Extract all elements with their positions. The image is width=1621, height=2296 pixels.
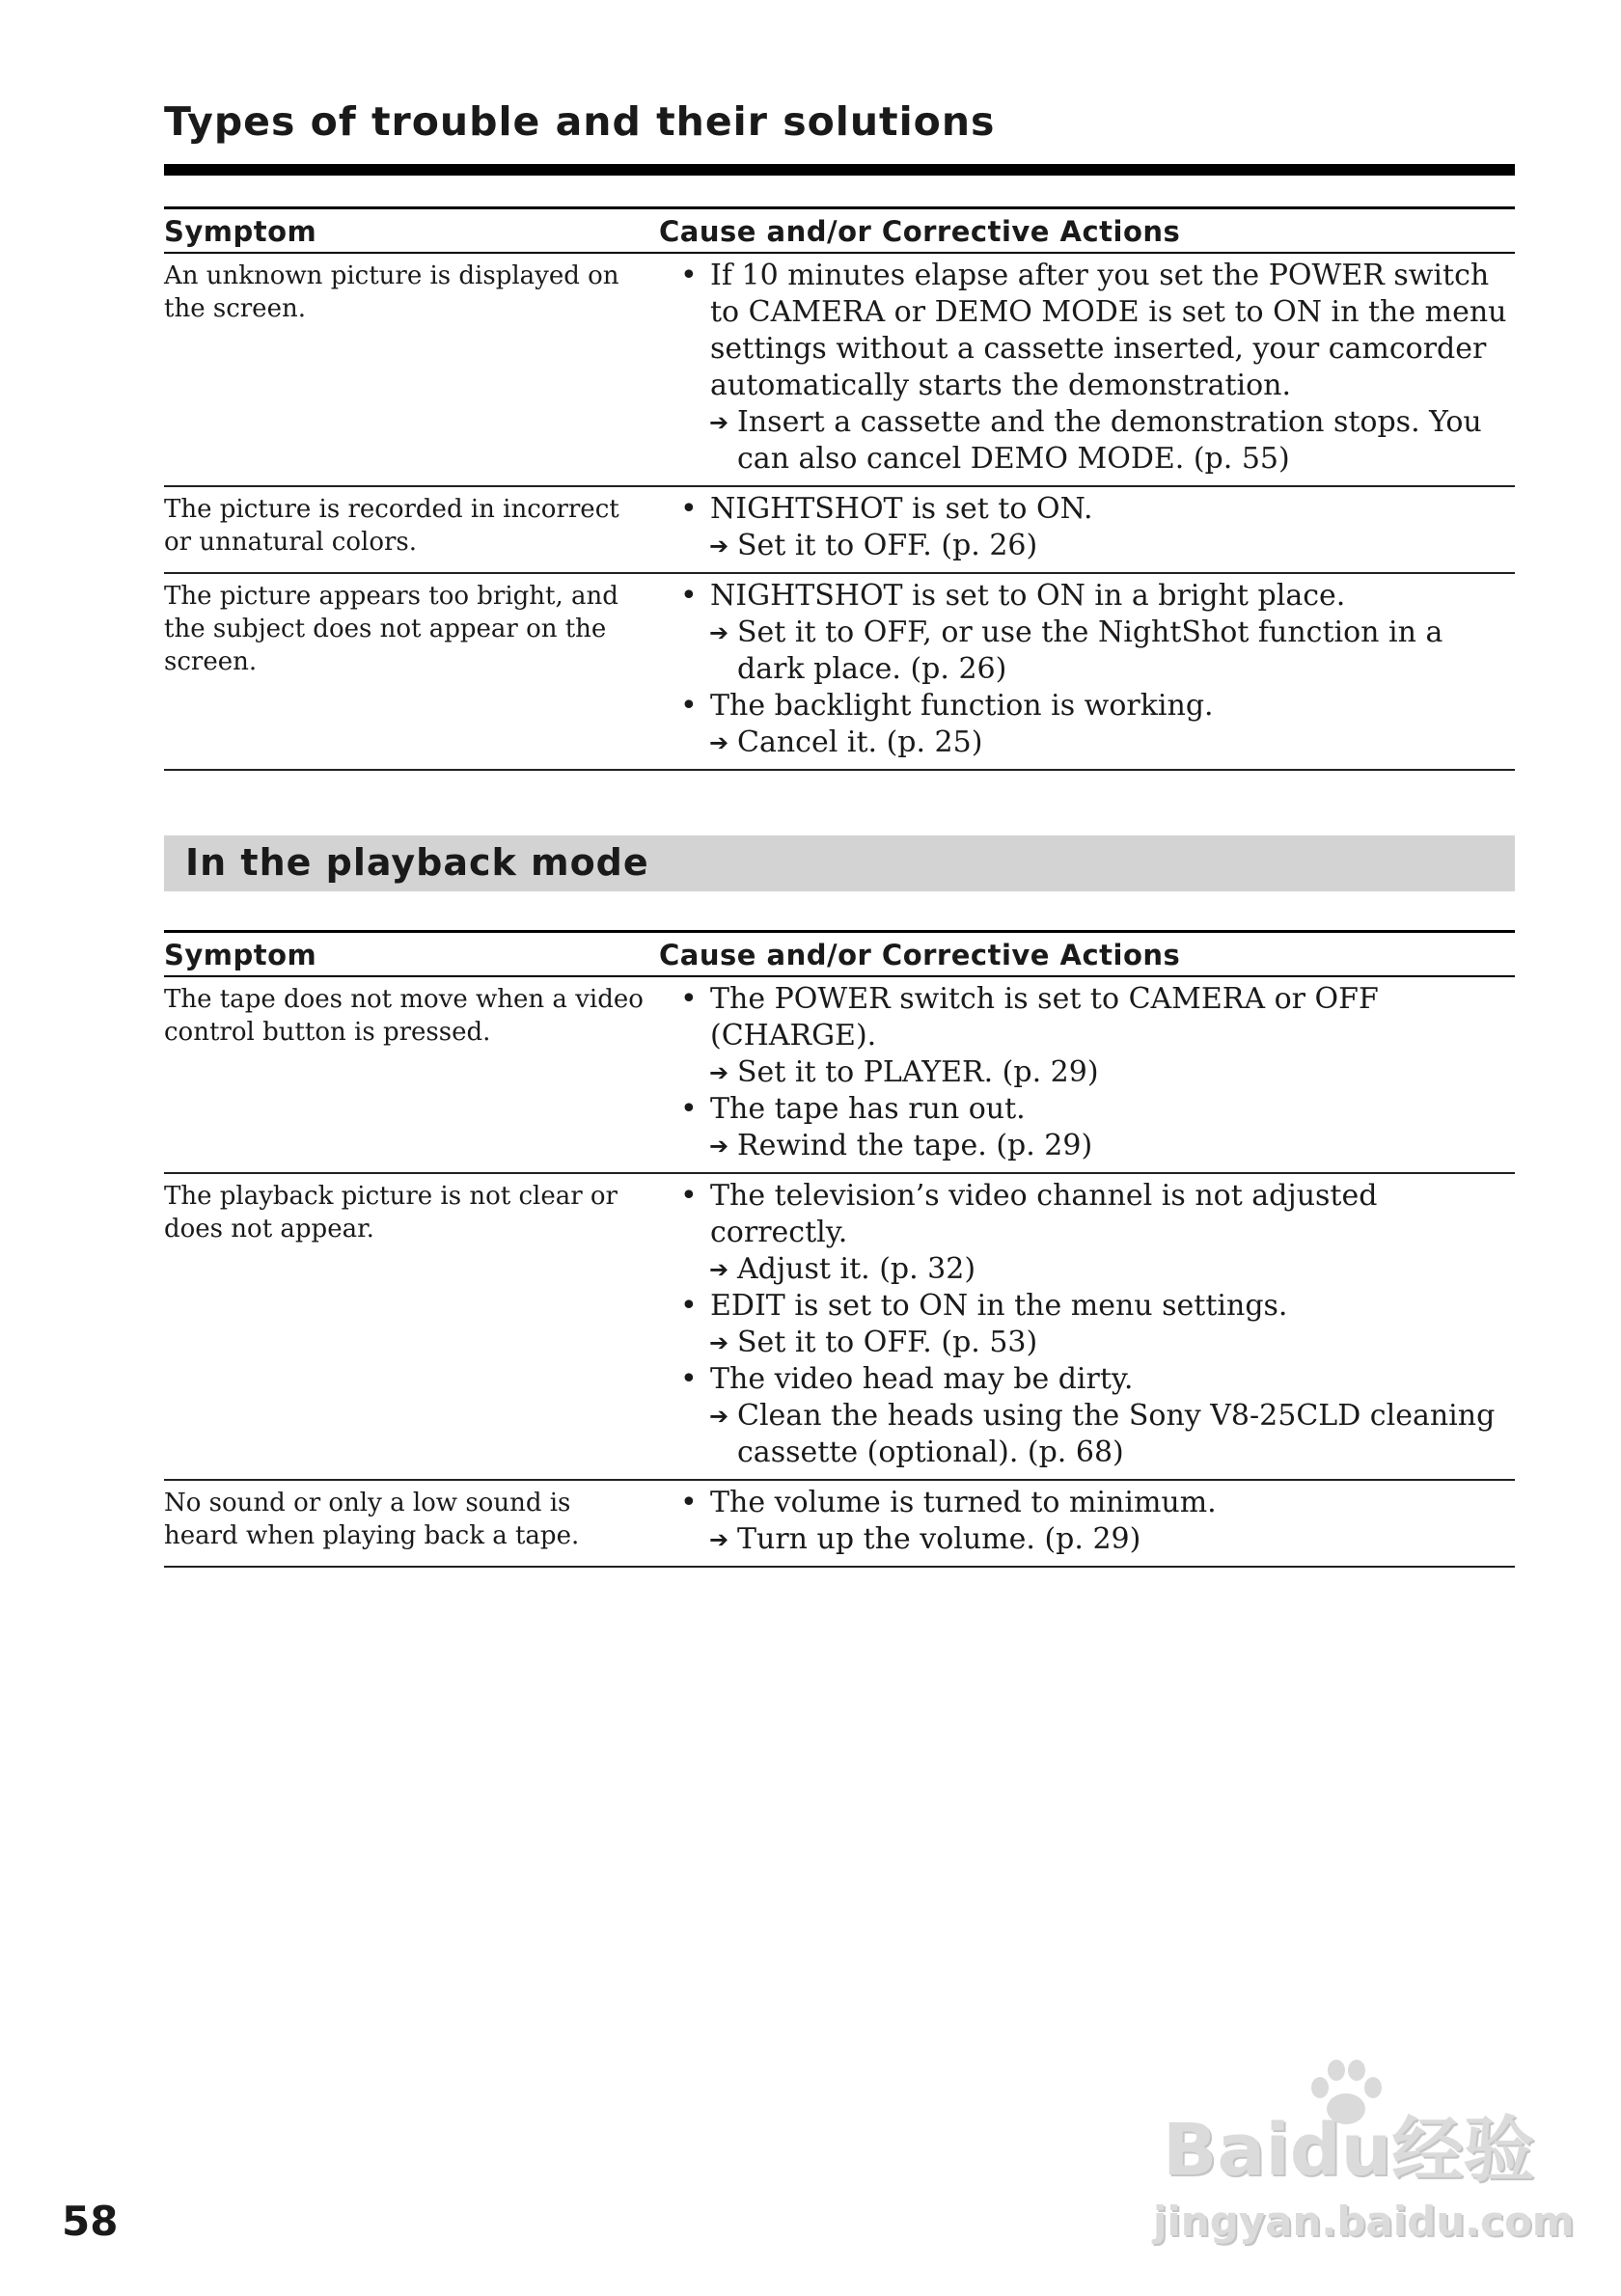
arrow-right-icon: ➔: [709, 1329, 729, 1356]
corrective-action: [659, 1398, 1515, 1471]
bullet-icon: •: [680, 579, 698, 613]
title-rule: [164, 164, 1515, 176]
symptom-cell: No sound or only a low sound is heard when playing back a tape.: [164, 1480, 659, 1567]
bullet-icon: •: [680, 259, 698, 292]
table-row: [164, 1480, 1515, 1567]
symptom-cell: An unknown picture is displayed on the screen.: [164, 253, 659, 486]
table-row: [164, 1173, 1515, 1480]
fix-text: Cancel it. (p. 25): [737, 725, 983, 759]
bullet-icon: •: [680, 1289, 698, 1323]
section-heading: In the playback mode: [185, 841, 649, 884]
actions-cell: [659, 1480, 1515, 1567]
cause-text: NIGHTSHOT is set to ON.: [710, 492, 1093, 526]
cause-text: The television’s video channel is not adjusted correctly.: [710, 1179, 1378, 1249]
cause-item: [659, 491, 1515, 528]
actions-cell: [659, 486, 1515, 573]
page-number: 58: [62, 2198, 119, 2245]
cause-text: The volume is turned to minimum.: [710, 1486, 1217, 1519]
bullet-icon: •: [680, 689, 698, 723]
fix-text: Insert a cassette and the demonstration stops. You can also cancel DEMO MODE. (p. 55): [737, 405, 1482, 476]
arrow-right-icon: ➔: [709, 1059, 729, 1086]
corrective-action: [659, 1251, 1515, 1288]
symptom-cell: The tape does not move when a video control button is pressed.: [164, 976, 659, 1173]
cause-item: [659, 981, 1515, 1054]
table-row: [164, 573, 1515, 770]
actions-header: Cause and/or Corrective Actions: [659, 932, 1515, 977]
actions-cell: [659, 253, 1515, 486]
symptom-cell: The playback picture is not clear or does not appear.: [164, 1173, 659, 1480]
corrective-action: [659, 615, 1515, 688]
bullet-icon: •: [680, 982, 698, 1016]
bullet-icon: •: [680, 492, 698, 526]
bullet-icon: •: [680, 1092, 698, 1126]
trouble-table-playback: [164, 930, 1515, 1568]
cause-item: [659, 1178, 1515, 1251]
fix-text: Set it to OFF. (p. 53): [737, 1326, 1038, 1359]
corrective-action: [659, 1521, 1515, 1558]
symptom-cell: The picture appears too bright, and the subject does not appear on the screen.: [164, 573, 659, 770]
actions-header: Cause and/or Corrective Actions: [659, 208, 1515, 254]
fix-text: Clean the heads using the Sony V8-25CLD cleaning cassette (optional). (p. 68): [737, 1399, 1496, 1469]
corrective-action: [659, 404, 1515, 478]
symptom-header: Symptom: [164, 932, 659, 977]
cause-item: [659, 578, 1515, 615]
corrective-action: [659, 1325, 1515, 1361]
cause-item: [659, 1288, 1515, 1325]
fix-text: Adjust it. (p. 32): [737, 1252, 976, 1286]
section-heading-bar: [164, 835, 1515, 891]
arrow-right-icon: ➔: [709, 1526, 729, 1553]
cause-text: The video head may be dirty.: [710, 1362, 1134, 1396]
actions-cell: [659, 573, 1515, 770]
trouble-table-recording: [164, 206, 1515, 771]
cause-text: The tape has run out.: [710, 1092, 1026, 1126]
fix-text: Set it to OFF. (p. 26): [737, 529, 1038, 562]
cause-text: EDIT is set to ON in the menu settings.: [710, 1289, 1288, 1323]
arrow-right-icon: ➔: [709, 409, 729, 436]
actions-cell: [659, 976, 1515, 1173]
arrow-right-icon: ➔: [709, 533, 729, 560]
cause-item: [659, 258, 1515, 404]
bullet-icon: •: [680, 1179, 698, 1213]
fix-text: Rewind the tape. (p. 29): [737, 1129, 1093, 1162]
cause-item: [659, 688, 1515, 724]
table-row: [164, 976, 1515, 1173]
page-title: Types of trouble and their solutions: [164, 98, 996, 145]
cause-item: [659, 1485, 1515, 1521]
cause-text: The backlight function is working.: [710, 689, 1214, 723]
watermark: [1143, 2055, 1575, 2257]
bullet-icon: •: [680, 1362, 698, 1396]
arrow-right-icon: ➔: [709, 619, 729, 646]
fix-text: Turn up the volume. (p. 29): [737, 1522, 1141, 1556]
arrow-right-icon: ➔: [709, 1256, 729, 1283]
cause-text: NIGHTSHOT is set to ON in a bright place.: [710, 579, 1346, 613]
fix-text: Set it to PLAYER. (p. 29): [737, 1055, 1099, 1089]
corrective-action: [659, 1128, 1515, 1164]
corrective-action: [659, 724, 1515, 761]
table-row: [164, 486, 1515, 573]
actions-cell: [659, 1173, 1515, 1480]
cause-item: [659, 1091, 1515, 1128]
table-row: [164, 253, 1515, 486]
symptom-header: Symptom: [164, 208, 659, 254]
fix-text: Set it to OFF, or use the NightShot function in a dark place. (p. 26): [737, 615, 1443, 686]
arrow-right-icon: ➔: [709, 1133, 729, 1160]
corrective-action: [659, 528, 1515, 564]
watermark-url: jingyan.baidu.com: [1153, 2198, 1575, 2245]
watermark-main-text: Baidu经验: [1163, 2109, 1535, 2192]
cause-item: [659, 1361, 1515, 1398]
cause-text: If 10 minutes elapse after you set the POWER switch to CAMERA or DEMO MODE is set to ON in the menu settings without a cassette inserted, your camcorder automatically starts the demonstration.: [710, 259, 1507, 402]
bullet-icon: •: [680, 1486, 698, 1519]
corrective-action: [659, 1054, 1515, 1091]
arrow-right-icon: ➔: [709, 1403, 729, 1430]
symptom-cell: The picture is recorded in incorrect or unnatural colors.: [164, 486, 659, 573]
cause-text: The POWER switch is set to CAMERA or OFF (CHARGE).: [710, 982, 1379, 1052]
arrow-right-icon: ➔: [709, 729, 729, 756]
